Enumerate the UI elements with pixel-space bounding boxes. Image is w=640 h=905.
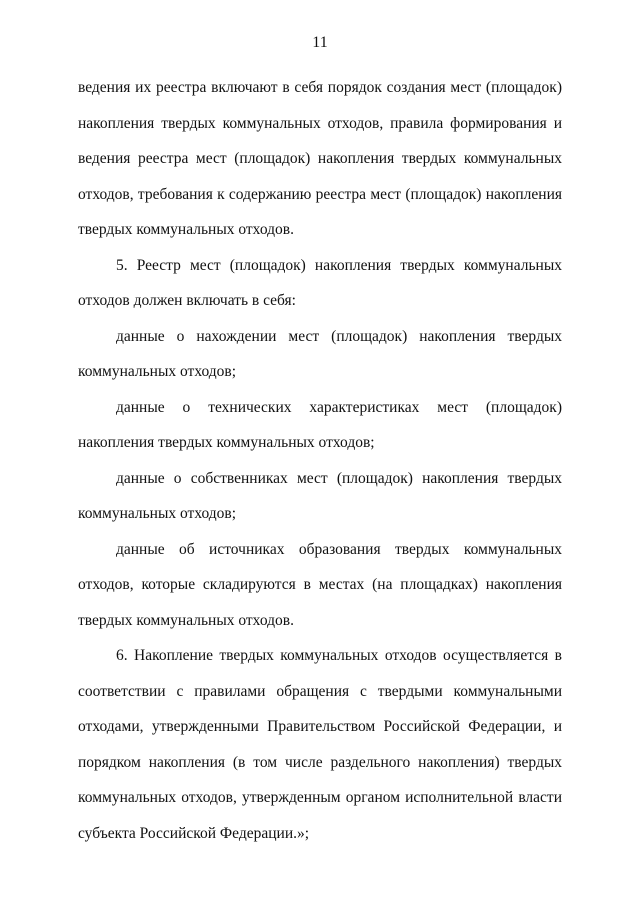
- paragraph-continuation: ведения их реестра включают в себя порядок создания мест (площадок) накопления твердых коммунальных отходов, правила формирования и ведения реестра мест (площадок) накопления твердых коммунальных отходов, требования к содержанию реестра мест (площадок) накопления твердых коммунальных отходов.: [78, 79, 562, 238]
- paragraph-item-6: 6. Накопление твердых коммунальных отходов осуществляется в соответствии с правилами обращения с твердыми коммунальными отходами, утвержденными Правительством Российской Федерации, и порядком накопления (в том числе раздельного накопления) твердых коммунальных отходов, утвержденным органом исполнительной власти субъекта Российской Федерации.»;: [78, 647, 562, 842]
- paragraph-owner-data: данные о собственниках мест (площадок) накопления твердых коммунальных отходов;: [78, 469, 562, 522]
- paragraph-location-data: данные о нахождении мест (площадок) накопления твердых коммунальных отходов;: [78, 327, 562, 380]
- paragraph-item-5: 5. Реестр мест (площадок) накопления твердых коммунальных отходов должен включать в себя:: [78, 256, 562, 309]
- paragraph-source-data: данные об источниках образования твердых коммунальных отходов, которые складируются в местах (на площадках) накопления твердых коммунальных отходов.: [78, 540, 562, 629]
- page-number: 11: [312, 34, 328, 51]
- document-body: [78, 70, 562, 851]
- paragraph-technical-data: данные о технических характеристиках мест (площадок) накопления твердых коммунальных отходов;: [78, 398, 562, 451]
